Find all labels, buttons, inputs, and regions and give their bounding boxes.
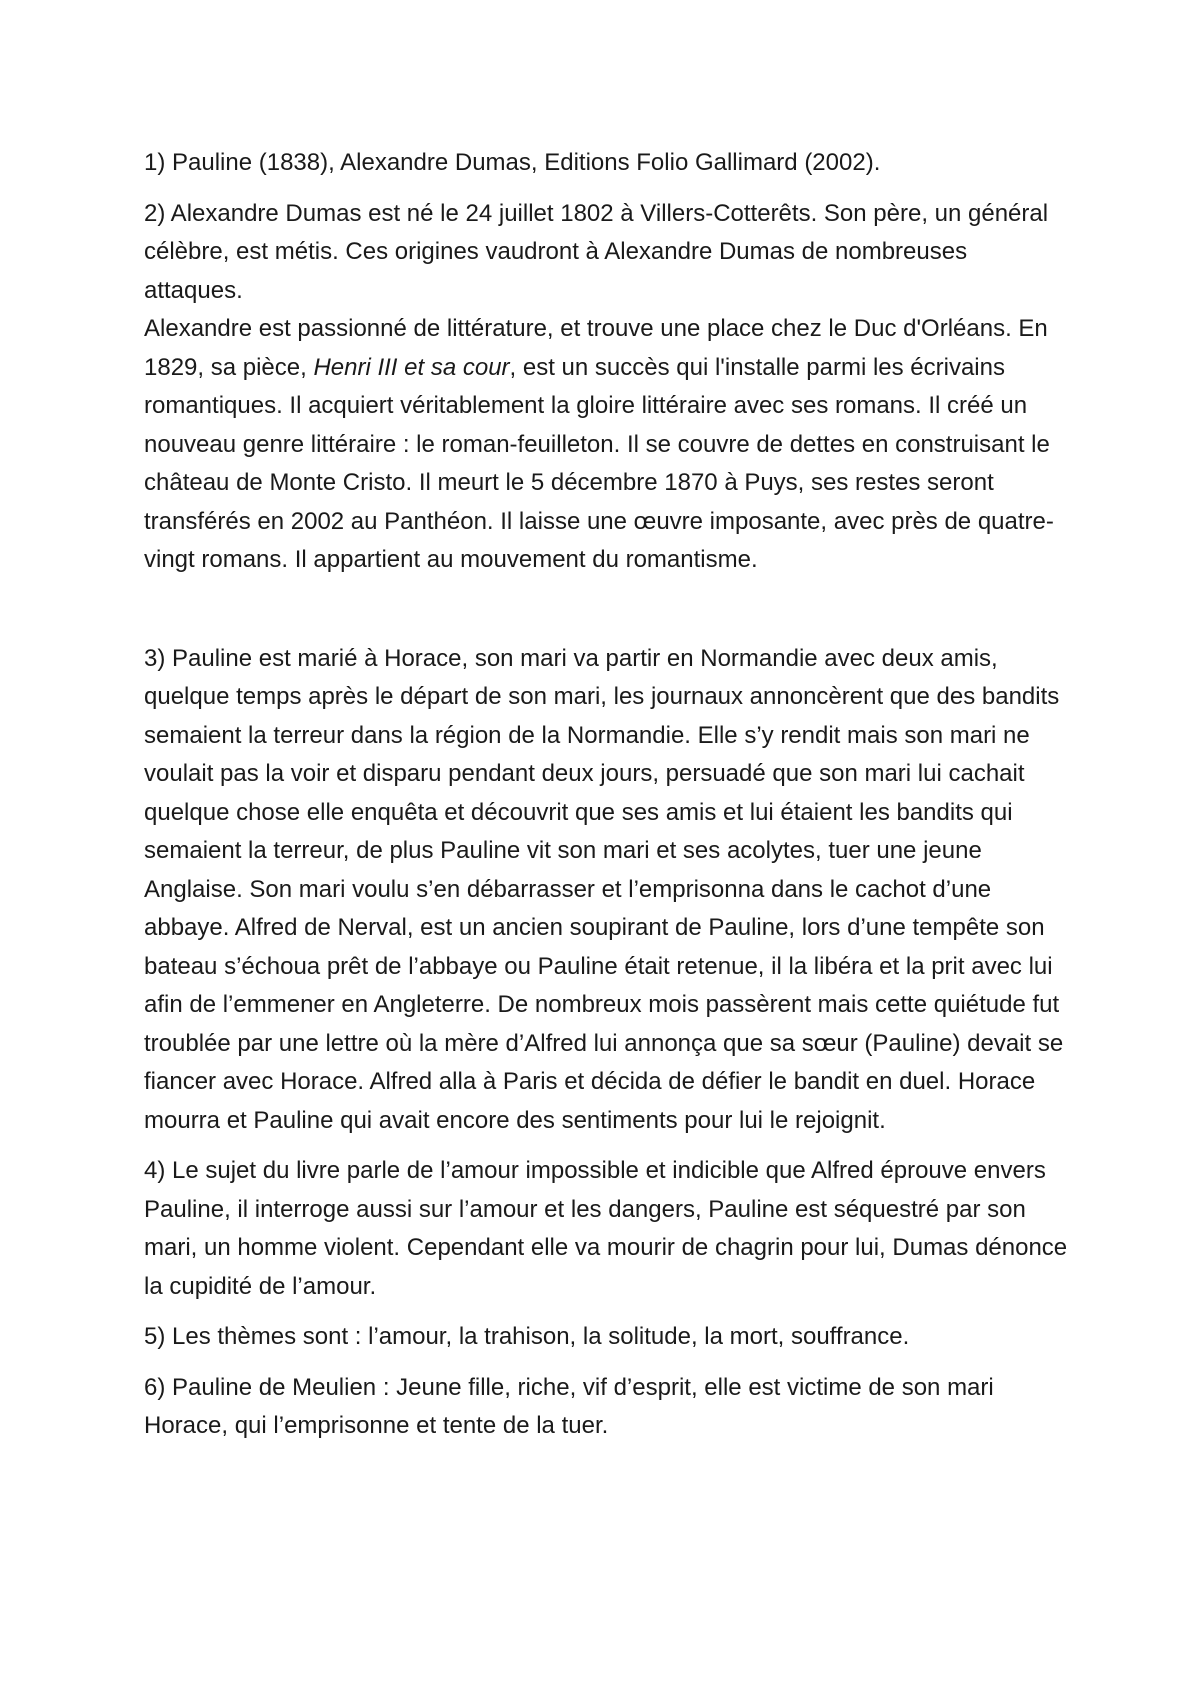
paragraph-5-themes xyxy=(144,1318,1072,1357)
document-body xyxy=(144,144,1072,1458)
paragraph-6-character xyxy=(144,1369,1072,1446)
paragraph-2b-biography-continued xyxy=(144,310,1072,580)
paragraph-2-biography xyxy=(144,195,1072,311)
paragraph-3-text: 3) Pauline est marié à Horace, son mari va partir en Normandie avec deux amis, quelque temps après le départ de son mari, les journaux annoncèrent que des bandits semaient la terreur dans la région de la Normandie. Elle s’y rendit mais son mari ne voulait pas la voir et disparu pendant deux jours, persuadé que son mari lui cachait quelque chose elle enquêta et découvrit que ses amis et lui étaient les bandits qui semaient la terreur, de plus Pauline vit son mari et ses acolytes, tuer une jeune Anglaise. Son mari voulu s’en débarrasser et l’emprisonna dans le cachot d’une abbaye. Alfred de Nerval, est un ancien soupirant de Pauline, lors d’une tempête son bateau s’échoua prêt de l’abbaye ou Pauline était retenue, il la libéra et la prit avec lui afin de l’emmener en Angleterre. De nombreux mois passèrent mais cette quiétude fut troublée par une lettre où la mère d’Alfred lui annonça que sa sœur (Pauline) devait se fiancer avec Horace. Alfred alla à Paris et décida de défier le bandit en duel. Horace mourra et Pauline qui avait encore des sentiments pour lui le rejoignit. xyxy=(144,644,1064,1134)
work-title-italic: Henri III et sa cour xyxy=(313,353,510,381)
paragraph-6-text: 6) Pauline de Meulien : Jeune fille, riche, vif d’esprit, elle est victime de son mari Horace, qui l’emprisonne et tente de la tuer. xyxy=(144,1373,994,1439)
paragraph-1-text: 1) Pauline (1838), Alexandre Dumas, Editions Folio Gallimard (2002). xyxy=(144,149,881,176)
paragraph-2-text: 2) Alexandre Dumas est né le 24 juillet 1802 à Villers-Cotterêts. Son père, un général célèbre, est métis. Ces origines vaudront à Alexandre Dumas de nombreuses attaques. xyxy=(144,199,1049,304)
paragraph-5-text: 5) Les thèmes sont : l’amour, la trahison, la solitude, la mort, souffrance. xyxy=(144,1323,910,1350)
paragraph-4-subject xyxy=(144,1152,1072,1306)
paragraph-4-text: 4) Le sujet du livre parle de l’amour impossible et indicible que Alfred éprouve envers Pauline, il interroge aussi sur l’amour et les dangers, Pauline est séquestré par son mari, un homme violent. Cependant elle va mourir de chagrin pour lui, Dumas dénonce la cupidité de l’amour. xyxy=(144,1157,1068,1300)
paragraph-2b-text-start: Alexandre est passionné de littérature, et trouve une place chez le Duc d'Orléans. En 1829, sa pièce, xyxy=(144,315,1048,381)
paragraph-1-reference xyxy=(144,144,1072,183)
paragraph-3-summary xyxy=(144,640,1072,1141)
paragraph-2b-text-end: , est un succès qui l'installe parmi les écrivains romantiques. Il acquiert véritablement la gloire littéraire avec ses romans. Il créé un nouveau genre littéraire : le roman-feuilleton. Il se couvre de dettes en construisant le château de Monte Cristo. Il meurt le 5 décembre 1870 à Puys, ses restes seront transférés en 2002 au Panthéon. Il laisse une œuvre imposante, avec près de quatre-vingt romans. Il appartient au mouvement du romantisme. xyxy=(144,353,1054,573)
